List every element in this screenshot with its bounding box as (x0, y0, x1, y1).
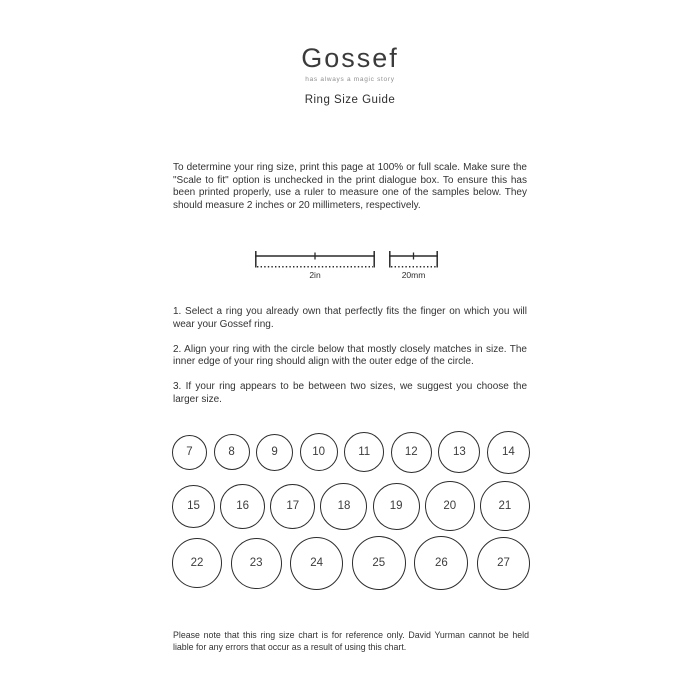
ring-size-label: 23 (249, 557, 263, 569)
ring-size-circle-18 (320, 483, 367, 530)
ring-size-label: 12 (404, 446, 418, 458)
ring-size-circle-15 (172, 485, 215, 528)
ring-size-circle-12 (391, 432, 432, 473)
ring-size-label: 25 (372, 557, 386, 569)
instruction-step-1: 1. Select a ring you already own that perfectly fits the finger on which you will wear your Gossef ring. (173, 306, 527, 330)
ring-size-label: 17 (286, 500, 300, 512)
ring-row-1 (172, 429, 530, 475)
ring-size-circle-19 (373, 483, 420, 530)
instructions-list (173, 306, 527, 407)
ring-size-label: 16 (236, 500, 250, 512)
ring-size-circle-8 (214, 434, 250, 470)
ring-size-label: 27 (497, 557, 510, 569)
ring-size-circle-16 (220, 484, 265, 529)
ring-size-circle-10 (300, 433, 338, 471)
ring-size-label: 19 (389, 500, 403, 512)
ruler-2in (255, 249, 375, 280)
ring-size-label: 14 (502, 446, 515, 458)
ring-row-3 (172, 535, 530, 591)
instruction-step-3: 3. If your ring appears to be between two sizes, we suggest you choose the larger size. (173, 381, 527, 405)
ring-size-circle-23 (231, 538, 282, 589)
brand-logo-block (0, 44, 700, 83)
ring-size-circle-25 (352, 536, 406, 590)
ring-size-circle-17 (270, 484, 315, 529)
brand-tagline: has always a magic story (305, 75, 395, 83)
ring-size-circle-26 (414, 536, 468, 590)
ring-size-circle-20 (425, 481, 475, 531)
ring-size-circle-21 (480, 481, 530, 531)
ring-size-label: 15 (187, 500, 200, 512)
scale-samples (255, 249, 438, 280)
ring-size-circle-7 (172, 435, 207, 470)
ring-size-circle-9 (256, 434, 293, 471)
ring-size-label: 11 (358, 446, 371, 458)
ring-size-circle-13 (438, 431, 480, 473)
ring-size-circle-24 (290, 537, 343, 590)
ring-size-label: 8 (228, 446, 235, 458)
ruler-20mm-graphic (389, 249, 438, 269)
ring-size-circle-11 (344, 432, 384, 472)
intro-paragraph: To determine your ring size, print this page at 100% or full scale. Make sure the "Scale to fit" option is unchecked in the print dialogue box. To ensure this has been printed properly, use a ruler to measure one of the samples below. They should measure 2 inches or 20 millimeters, respectively. (173, 162, 527, 211)
ring-size-label: 24 (310, 557, 324, 569)
ring-size-label: 22 (190, 557, 204, 569)
ring-row-2 (172, 481, 530, 531)
ring-size-label: 26 (434, 557, 448, 569)
ring-size-label: 20 (443, 500, 457, 512)
ring-size-chart (172, 429, 530, 591)
ruler-20mm (389, 249, 438, 280)
ruler-2in-graphic (255, 249, 375, 269)
ruler-20mm-label: 20mm (401, 270, 426, 280)
ring-size-label: 18 (337, 500, 351, 512)
ring-size-label: 7 (186, 446, 193, 458)
ring-size-circle-27 (477, 537, 530, 590)
ring-size-circle-22 (172, 538, 222, 588)
ring-size-label: 10 (312, 446, 326, 458)
instruction-step-2: 2. Align your ring with the circle below that mostly closely matches in size. The inner edge of your ring should align with the outer edge of the circle. (173, 343, 527, 368)
page-title: Ring Size Guide (304, 94, 396, 106)
ruler-2in-label: 2in (309, 270, 321, 280)
ring-size-label: 21 (498, 500, 512, 512)
ring-size-circle-14 (487, 431, 530, 474)
ring-size-label: 9 (271, 446, 278, 458)
brand-logo: Gossef (301, 43, 399, 73)
ring-size-label: 13 (452, 446, 466, 458)
disclaimer-note: Please note that this ring size chart is for reference only. David Yurman cannot be held liable for any errors that occur as a result of using this chart. (173, 629, 529, 652)
